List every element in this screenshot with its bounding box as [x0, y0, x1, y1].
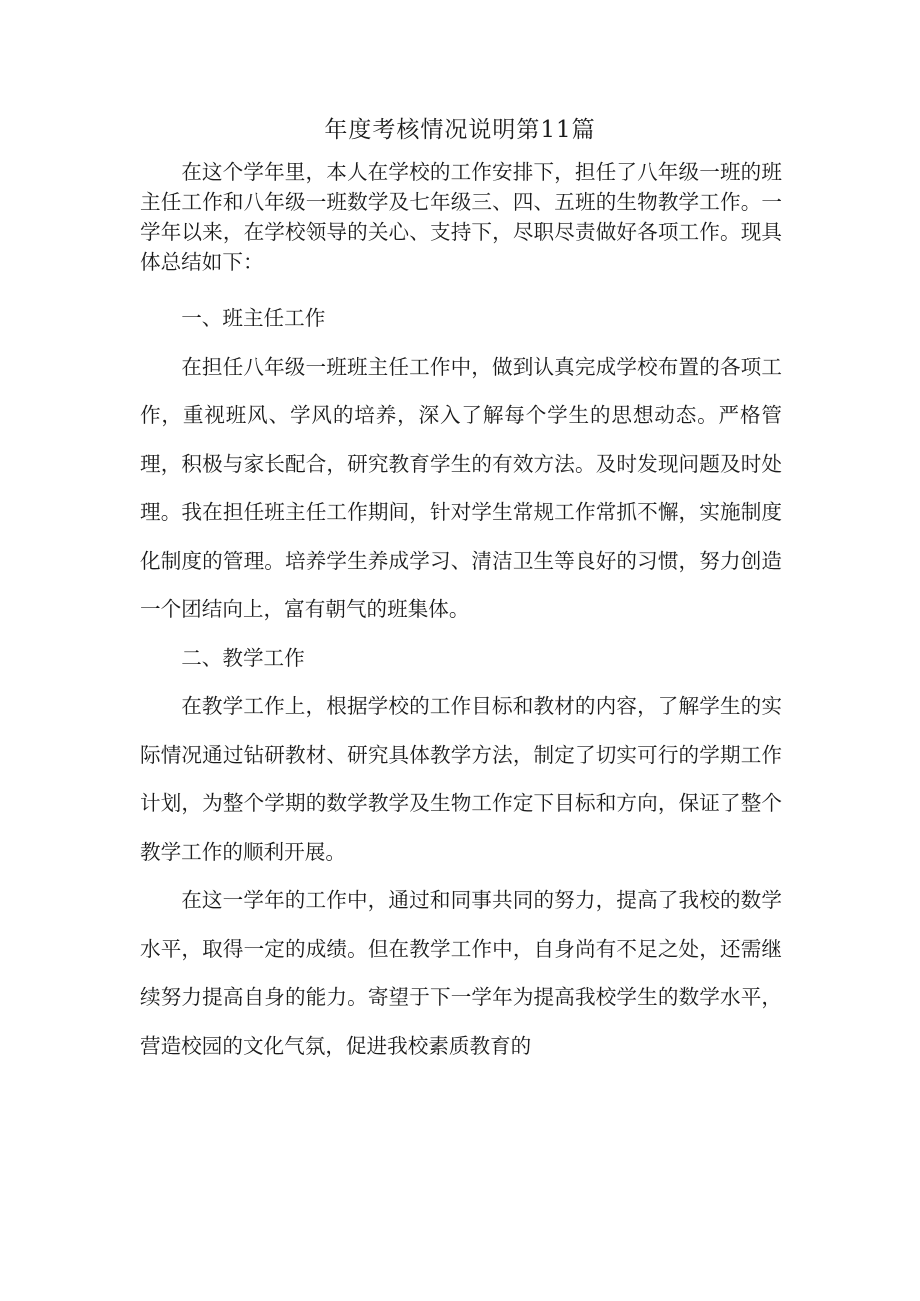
section-heading-class-teacher: 一、班主任工作 — [181, 306, 326, 330]
section-heading-teaching: 二、教学工作 — [181, 645, 305, 670]
section-paragraph: 在教学工作上，根据学校的工作目标和教材的内容，了解学生的实际情况通过钻研教材、研究具体教学方法，制定了切实可行的学期工作计划，为整个学期的数学教学及生物工作定下目标和方向，保证了整个教学工作的顺利开展。 — [140, 694, 782, 864]
document-body — [140, 294, 782, 1070]
section-paragraph: 在这一学年的工作中，通过和同事共同的努力，提高了我校的数学水平，取得一定的成绩。但在教学工作中，自身尚有不足之处，还需继续努力提高自身的能力。寄望于下一学年为提高我校学生的数学水平，营造校园的文化气氛，促进我校素质教育的 — [140, 888, 782, 1058]
section-paragraph: 在担任八年级一班班主任工作中，做到认真完成学校布置的各项工作，重视班风、学风的培养，深入了解每个学生的思想动态。严格管理，积极与家长配合，研究教育学生的有效方法。及时发现问题及时处理。我在担任班主任工作期间，针对学生常规工作常抓不懈，实施制度化制度的管理。培养学生养成学习、清洁卫生等良好的习惯，努力创造一个团结向上，富有朝气的班集体。 — [140, 354, 782, 621]
document-title: 年度考核情况说明第11篇 — [324, 117, 596, 143]
intro-paragraph: 在这个学年里，本人在学校的工作安排下，担任了八年级一班的班主任工作和八年级一班数学及七年级三、四、五班的生物教学工作。一学年以来，在学校领导的关心、支持下，尽职尽责做好各项工作。现具体总结如下： — [140, 160, 782, 274]
